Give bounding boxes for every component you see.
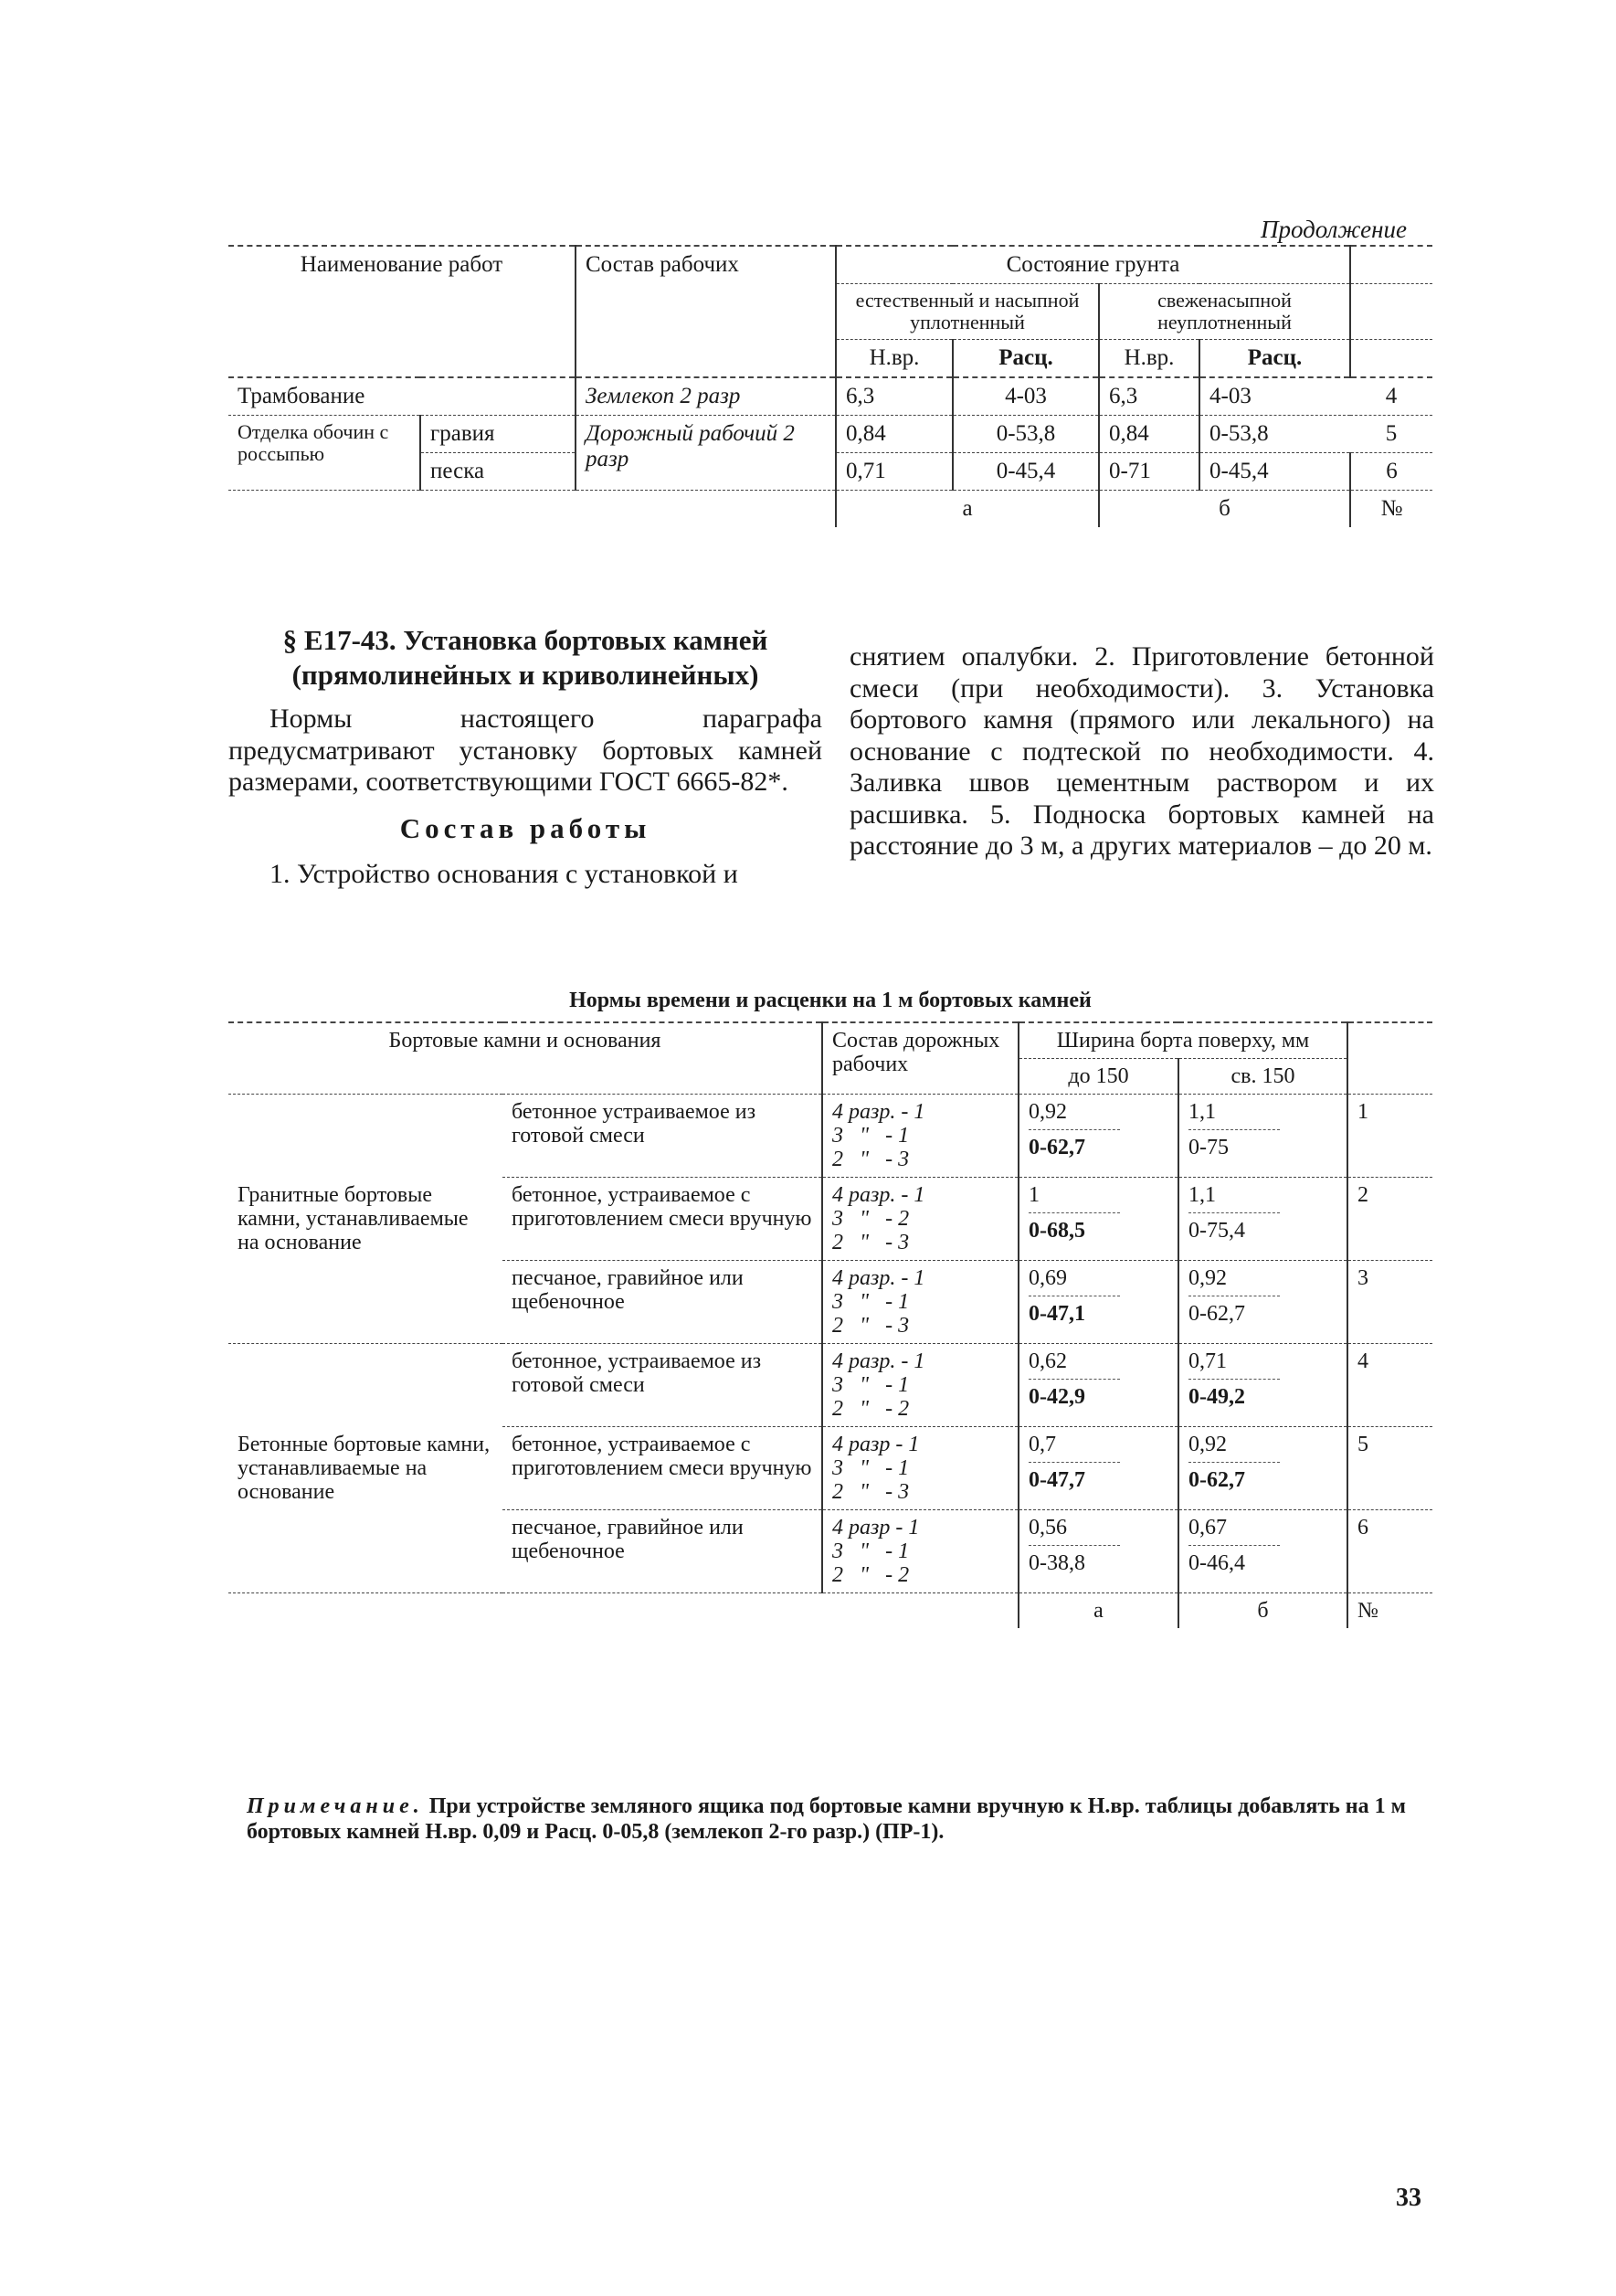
base-type: бетонное, устраиваемое с приготовлением смеси вручную bbox=[502, 1427, 822, 1510]
header-work-name: Наименование работ bbox=[228, 246, 576, 377]
table1-header-row bbox=[228, 246, 1432, 284]
nvr-value: 0,92 bbox=[1188, 1433, 1280, 1463]
column-letter-b: б bbox=[1099, 491, 1350, 528]
composition-continuation: снятием опалубки. 2. Приготовление бетонной смеси (при необходимости). 3. Установка бортового камня (прямого или лекального) на основание с подтеской по необходимости. 4. Заливка швов цементным раствором и их расшивка. 5. Подноска бортовых камней на расстояние до 3 м, а других материалов – до 20 м. bbox=[850, 641, 1434, 861]
row-number: 5 bbox=[1347, 1427, 1432, 1510]
crew: 4 разр - 1 3 " - 1 2 " - 3 bbox=[832, 1433, 920, 1504]
page-number: 33 bbox=[1396, 2184, 1421, 2212]
header-width-over-150: св. 150 bbox=[1178, 1059, 1347, 1095]
number-sign: № bbox=[1347, 1593, 1432, 1629]
composition-item-start: 1. Устройство основания с установкой и bbox=[269, 859, 738, 889]
rasc-value: 0-75,4 bbox=[1188, 1219, 1245, 1243]
header-soil-state: Состояние грунта bbox=[836, 246, 1350, 284]
nvr-value: 0,84 bbox=[1099, 416, 1199, 453]
nvr-value: 0,71 bbox=[836, 453, 953, 491]
nvr-value: 0,92 bbox=[1188, 1266, 1280, 1296]
section-intro: Нормы настоящего параграфа предусматривают установку бортовых камней размерами, соответствующими ГОСТ 6665-82*. bbox=[228, 704, 822, 797]
header-rasc: Расц. bbox=[953, 340, 1099, 378]
footnote bbox=[247, 1793, 1434, 1845]
table2-title: Нормы времени и расценки на 1 м бортовых камней bbox=[569, 989, 1092, 1012]
rasc-value: 0-42,9 bbox=[1029, 1385, 1085, 1409]
rasc-value: 0-47,1 bbox=[1029, 1302, 1085, 1326]
crew: 4 разр - 1 3 " - 1 2 " - 2 bbox=[832, 1516, 920, 1587]
rasc-value: 0-75 bbox=[1188, 1136, 1229, 1159]
table-row bbox=[228, 1344, 1432, 1427]
crew: Дорожный рабочий 2 разр bbox=[576, 416, 836, 491]
nvr-value: 1 bbox=[1029, 1183, 1120, 1213]
nvr-value: 1,1 bbox=[1188, 1183, 1280, 1213]
rasc-value: 4-03 bbox=[1199, 377, 1350, 416]
header-width-up-to-150: до 150 bbox=[1019, 1059, 1178, 1095]
column-letter-b: б bbox=[1178, 1593, 1347, 1629]
nvr-value: 1,1 bbox=[1188, 1100, 1280, 1130]
rasc-value: 0-46,4 bbox=[1188, 1551, 1245, 1575]
rasc-value: 0-49,2 bbox=[1188, 1385, 1245, 1409]
header-nvr: Н.вр. bbox=[836, 340, 953, 378]
nvr-value: 0,92 bbox=[1029, 1100, 1120, 1130]
rasc-value: 0-45,4 bbox=[1199, 453, 1350, 491]
note-text: При устройстве земляного ящика под бортовые камни вручную к Н.вр. таблицы добавлять на 1 м бортовых камней Н.вр. 0,09 и Расц. 0-05,8 (землекоп 2-го разр.) (ПР-1). bbox=[247, 1794, 1406, 1844]
base-type: бетонное устраиваемое из готовой смеси bbox=[502, 1095, 822, 1178]
header-fresh-soil: свеженасыпной неуплотненный bbox=[1099, 284, 1350, 340]
base-type: песчаное, гравийное или щебеночное bbox=[502, 1510, 822, 1593]
nvr-value: 0-71 bbox=[1099, 453, 1199, 491]
nvr-value: 0,56 bbox=[1029, 1516, 1120, 1546]
row-number: 4 bbox=[1350, 377, 1432, 416]
nvr-value: 0,7 bbox=[1029, 1433, 1120, 1463]
nvr-value: 0,67 bbox=[1188, 1516, 1280, 1546]
crew: 4 разр. - 1 3 " - 1 2 " - 3 bbox=[832, 1266, 925, 1338]
labor-norms-table-continued bbox=[228, 245, 1432, 527]
work-subtype: гравия bbox=[420, 416, 576, 453]
row-number: 4 bbox=[1347, 1344, 1432, 1427]
rasc-value: 0-62,7 bbox=[1188, 1302, 1245, 1326]
rasc-value: 0-38,8 bbox=[1029, 1551, 1085, 1575]
nvr-value: 0,71 bbox=[1188, 1349, 1280, 1380]
header-width: Ширина борта поверху, мм bbox=[1019, 1022, 1347, 1059]
note-label: Примечание. bbox=[247, 1794, 424, 1818]
crew: 4 разр. - 1 3 " - 2 2 " - 3 bbox=[832, 1183, 925, 1254]
table-row bbox=[228, 416, 1432, 453]
header-nvr: Н.вр. bbox=[1099, 340, 1199, 378]
nvr-value: 0,69 bbox=[1029, 1266, 1120, 1296]
row-number: 5 bbox=[1350, 416, 1432, 453]
curb-stone-norms-table bbox=[228, 1021, 1432, 1628]
column-letter-a: а bbox=[1019, 1593, 1178, 1629]
group-granite: Гранитные бортовые камни, устанавливаемые на основание bbox=[228, 1095, 502, 1344]
row-number: 6 bbox=[1347, 1510, 1432, 1593]
table1-footer-row bbox=[228, 491, 1432, 528]
nvr-value: 0,84 bbox=[836, 416, 953, 453]
rasc-value: 0-53,8 bbox=[1199, 416, 1350, 453]
row-number: 6 bbox=[1350, 453, 1432, 491]
table2-header-row bbox=[228, 1022, 1432, 1059]
text-column-left bbox=[228, 704, 822, 891]
continuation-label: Продолжение bbox=[1261, 216, 1408, 243]
table-row bbox=[228, 1095, 1432, 1178]
crew: 4 разр. - 1 3 " - 1 2 " - 2 bbox=[832, 1349, 925, 1421]
work-name: Отделка обочин с россыпью bbox=[228, 416, 420, 491]
number-sign: № bbox=[1350, 491, 1432, 528]
header-natural-soil: естественный и насыпной уплотненный bbox=[836, 284, 1099, 340]
row-number: 2 bbox=[1347, 1178, 1432, 1261]
nvr-value: 6,3 bbox=[1099, 377, 1199, 416]
rasc-value: 0-62,7 bbox=[1029, 1136, 1085, 1159]
row-number: 3 bbox=[1347, 1261, 1432, 1344]
nvr-value: 0,62 bbox=[1029, 1349, 1120, 1380]
rasc-value: 0-47,7 bbox=[1029, 1468, 1085, 1492]
text-column-right bbox=[850, 641, 1434, 862]
base-type: бетонное, устраиваемое с приготовлением смеси вручную bbox=[502, 1178, 822, 1261]
rasc-value: 0-53,8 bbox=[953, 416, 1099, 453]
header-rasc: Расц. bbox=[1199, 340, 1350, 378]
base-type: бетонное, устраиваемое из готовой смеси bbox=[502, 1344, 822, 1427]
base-type: песчаное, гравийное или щебеночное bbox=[502, 1261, 822, 1344]
rasc-value: 0-45,4 bbox=[953, 453, 1099, 491]
column-letter-a: а bbox=[836, 491, 1099, 528]
table2-footer-row bbox=[228, 1593, 1432, 1629]
header-crew: Состав дорожных рабочих bbox=[822, 1022, 1019, 1095]
header-crew: Состав рабочих bbox=[576, 246, 836, 377]
rasc-value: 0-62,7 bbox=[1188, 1468, 1245, 1492]
work-subtype: песка bbox=[420, 453, 576, 491]
header-stones: Бортовые камни и основания bbox=[228, 1022, 822, 1095]
nvr-value: 6,3 bbox=[836, 377, 953, 416]
row-number: 1 bbox=[1347, 1095, 1432, 1178]
table-row bbox=[228, 377, 1432, 416]
rasc-value: 0-68,5 bbox=[1029, 1219, 1085, 1243]
composition-title: Состав работы bbox=[399, 811, 651, 844]
rasc-value: 4-03 bbox=[953, 377, 1099, 416]
section-title: § Е17-43. Установка бортовых камней (прямолинейных и криволинейных) bbox=[282, 624, 768, 691]
work-name: Трамбование bbox=[228, 377, 576, 416]
crew: 4 разр. - 1 3 " - 1 2 " - 3 bbox=[832, 1100, 925, 1171]
group-concrete: Бетонные бортовые камни, устанавливаемые на основание bbox=[228, 1344, 502, 1593]
crew: Землекоп 2 разр bbox=[576, 377, 836, 416]
